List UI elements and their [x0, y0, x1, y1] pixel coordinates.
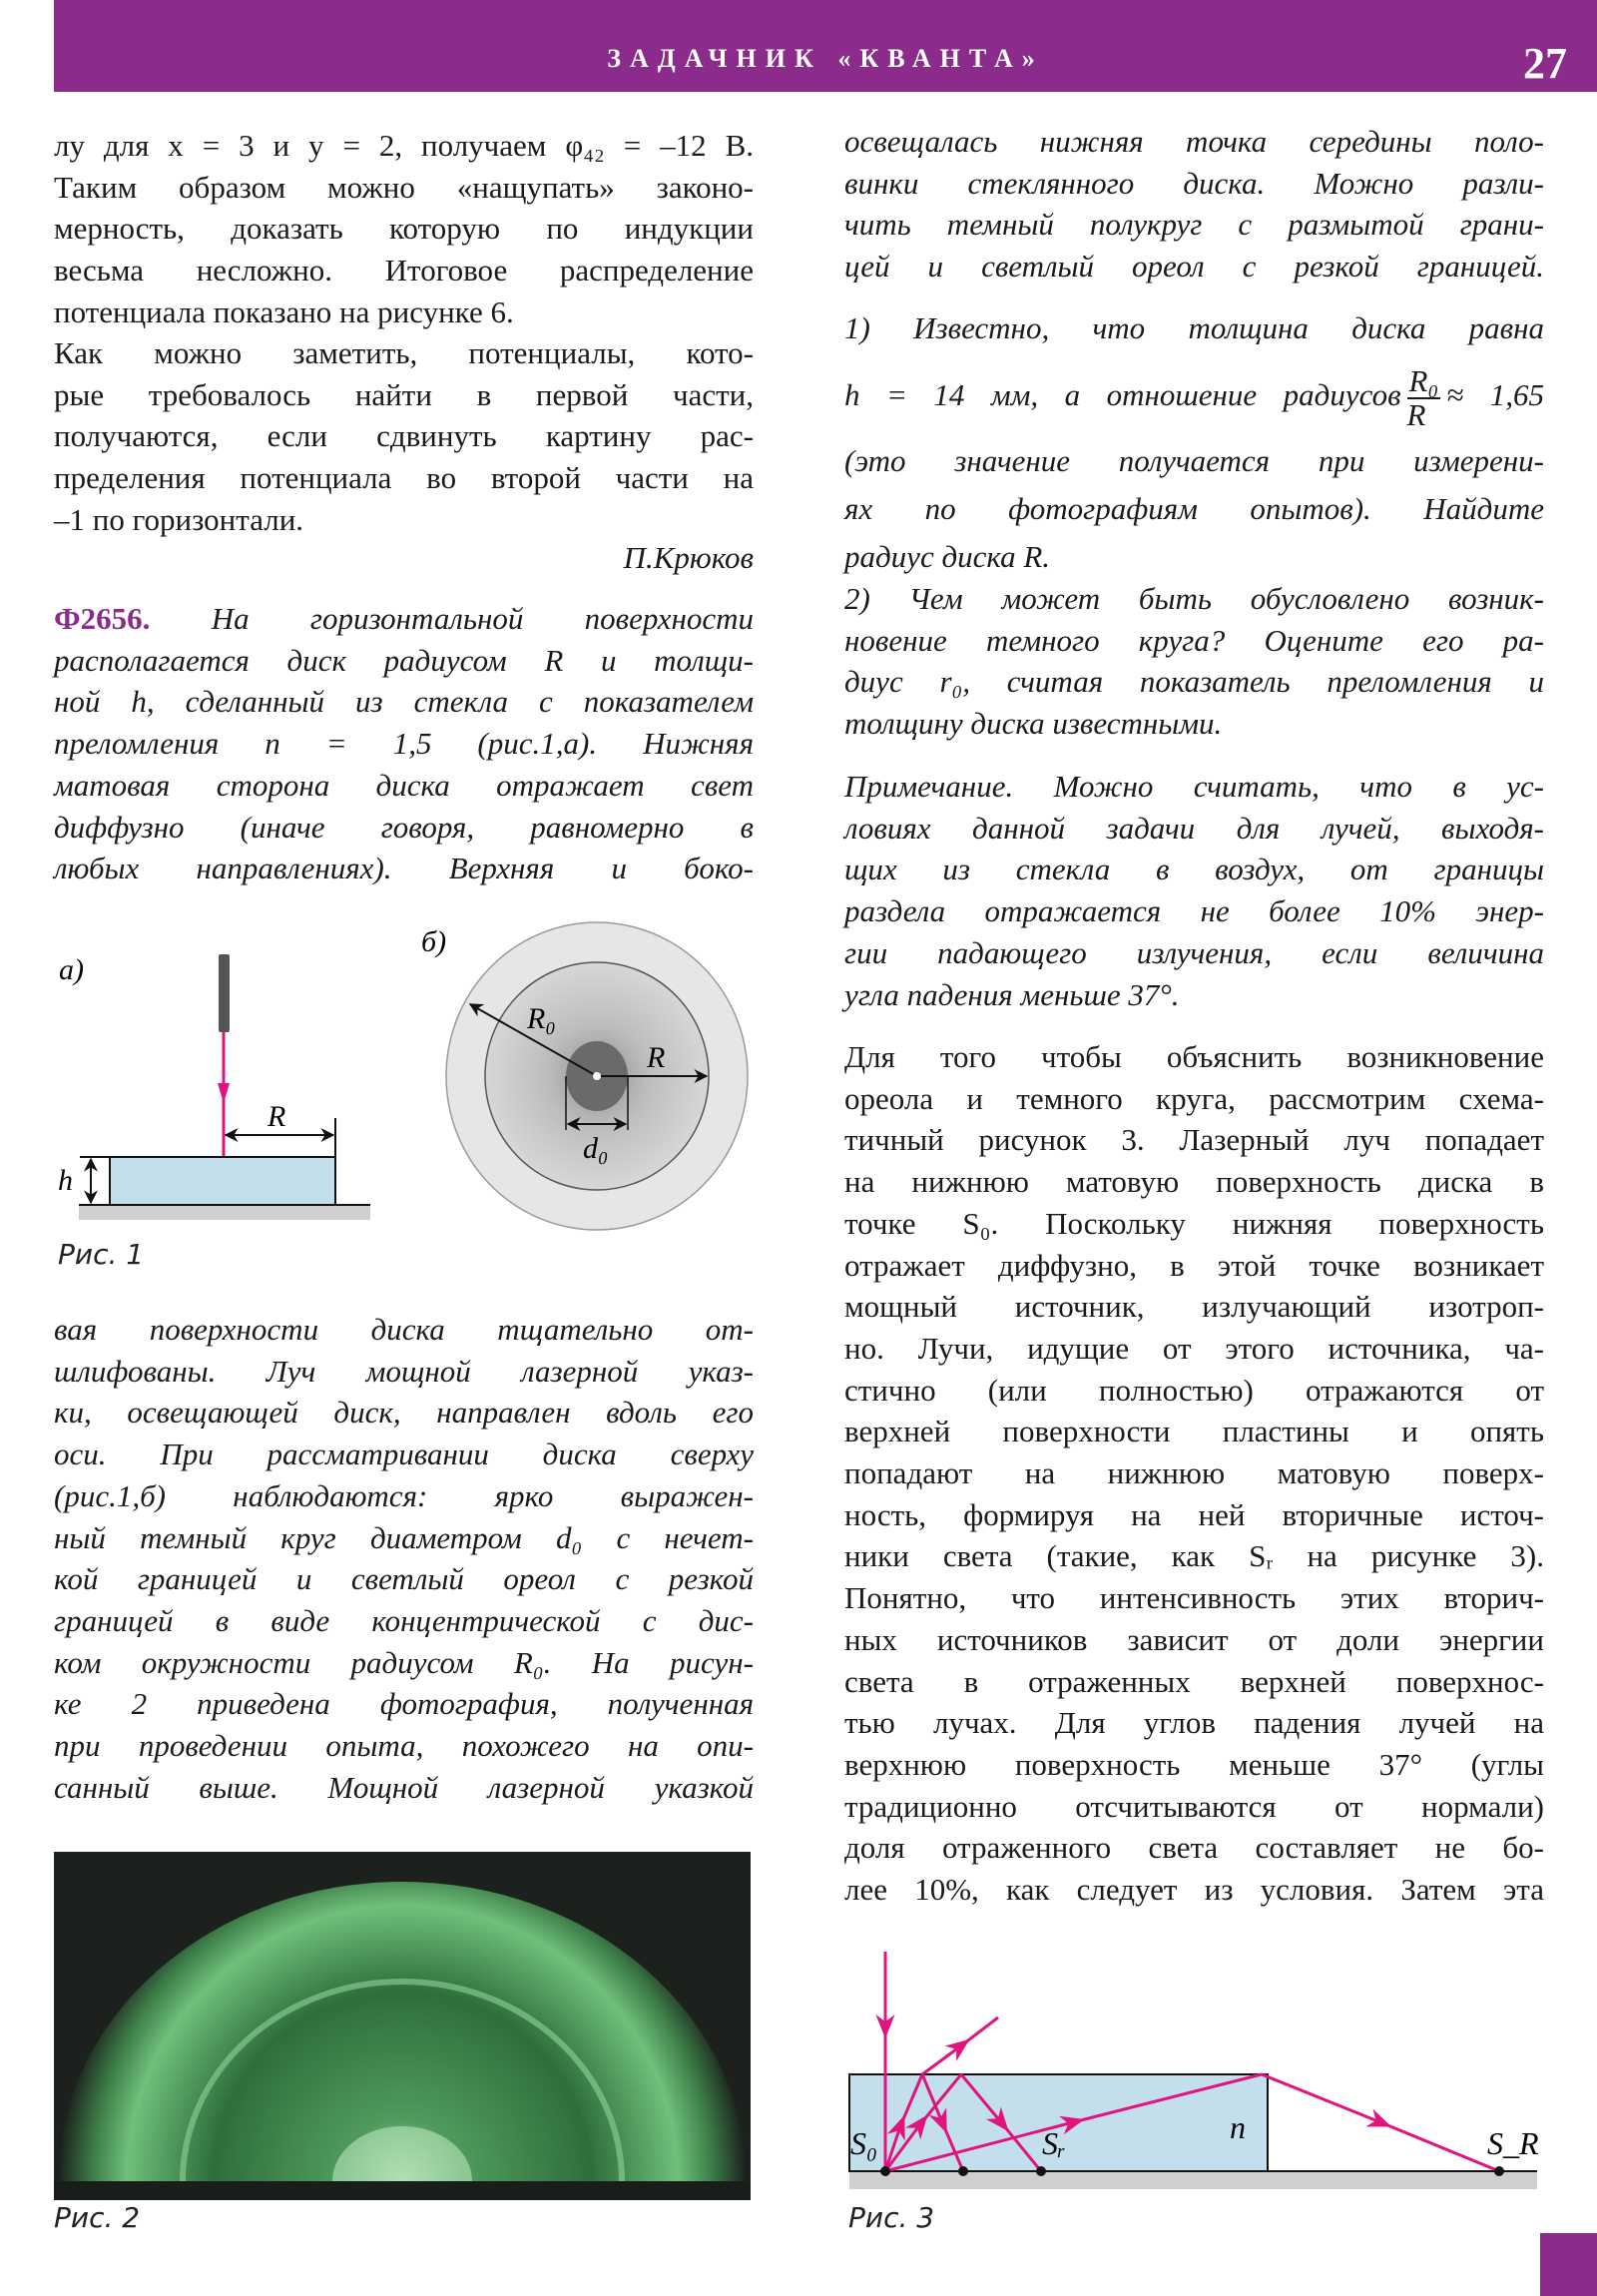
text-line: получаются, если сдвинуть картину рас-: [54, 418, 754, 454]
section-title: ЗАДАЧНИК «КВАНТА»: [607, 44, 1044, 73]
label-b: б): [421, 925, 447, 958]
label-R: R: [267, 1100, 286, 1133]
text-line: новение темного круга? Оцените его ра-: [844, 622, 1544, 658]
text-line: точке S₀. Поскольку нижняя поверхность: [844, 1205, 1544, 1241]
text-line: весьма несложно. Итоговое распределение: [54, 253, 754, 288]
text-line: лее 10%, как следует из условия. Затем эта: [844, 1872, 1544, 1908]
label-n: n: [1230, 2109, 1246, 2145]
text-line: 2) Чем может быть обусловлено возник-: [844, 581, 1544, 616]
text-line: мерность, доказать которую по индукции: [54, 211, 754, 247]
text-line: матовая сторона диска отражает свет: [54, 767, 754, 803]
text-line: цей и светлый ореол с резкой границей.: [844, 249, 1544, 285]
beam-arrow-icon: [218, 1083, 230, 1103]
text-line: на нижнюю матовую поверхность диска в: [844, 1164, 1544, 1200]
text-line: (рис.1,б) наблюдаются: ярко выражен-: [54, 1477, 754, 1513]
author: П.Крюков: [623, 540, 754, 575]
text-line: отражает диффузно, в этой точке возникает: [844, 1247, 1544, 1283]
text-line: ке 2 приведена фотография, полученная: [54, 1686, 754, 1722]
text-line: Для того чтобы объяснить возникновение: [844, 1039, 1544, 1074]
text-line: На горизонтальной поверхности: [211, 601, 755, 636]
problem-lines: [54, 640, 754, 889]
text-line: при проведении опыта, похожего на опи-: [54, 1728, 754, 1764]
text-line: 1) Известно, что толщина диска равна: [844, 310, 1544, 345]
text-line: ный темный круг диаметром d₀ с нечет-: [54, 1519, 754, 1555]
problem-statement: [54, 598, 754, 889]
text-line: лу для x = 3 и y = 2, получаем φ₄₂ = –12 В.: [54, 128, 754, 163]
figure-2-photo: [54, 1852, 751, 2200]
text-line: стично (или полностью) отражаются от: [844, 1372, 1544, 1408]
text-line: пределения потенциала во второй части на: [54, 460, 754, 496]
text-line: мощный источник, излучающий изотроп-: [844, 1289, 1544, 1325]
point-SR: [1494, 2166, 1504, 2176]
text-line: тичный рисунок 3. Лазерный луч попадает: [844, 1122, 1544, 1158]
text-line: света в отраженных верхней поверхнос-: [844, 1663, 1544, 1699]
text-line: санный выше. Мощной лазерной указкой: [54, 1769, 754, 1805]
point-secondary: [958, 2166, 968, 2176]
text-line: традиционно отсчитываются от нормали): [844, 1788, 1544, 1824]
paragraph: [54, 125, 754, 333]
text-line: кой границей и светлый ореол с резкой: [54, 1561, 754, 1597]
text-line: ком окружности радиусом R₀. На рисун-: [54, 1644, 754, 1680]
figure-1-caption: Рис. 1: [58, 1238, 145, 1271]
paragraph: [54, 1309, 754, 1808]
text-line: Понятно, что интенсивность этих вторич-: [844, 1580, 1544, 1616]
text-line: освещалась нижняя точка середины поло-: [844, 124, 1544, 159]
text-line: Как можно заметить, потенциалы, кото-: [54, 335, 754, 370]
paragraph: [844, 1036, 1544, 1911]
text-line: угла падения меньше 37°.: [844, 976, 1180, 1012]
label-S0: S₀: [850, 2125, 878, 2161]
formula-line: [844, 355, 1544, 435]
text-line: тью лучах. Для углов падения лучей на: [844, 1705, 1544, 1741]
formula-text: h = 14 мм, а отношение радиусов: [844, 377, 1401, 412]
ground: [79, 1205, 370, 1220]
label-R-b: R: [647, 1041, 666, 1074]
paragraph: [844, 121, 1544, 287]
text-line: радиус диска R.: [844, 539, 1051, 574]
text-line: ореола и темного круга, рассмотрим схема-: [844, 1080, 1544, 1116]
paragraph: [844, 437, 1544, 581]
text-line: верхнюю поверхность меньше 37° (углы: [844, 1746, 1544, 1782]
label-SR: S_R: [1487, 2125, 1539, 2161]
text-line: располагается диск радиусом R и толщи-: [54, 642, 754, 678]
page-number: 27: [1523, 39, 1567, 88]
text-line: диус r₀, считая показатель преломления и: [844, 664, 1544, 699]
running-header: [54, 0, 1597, 92]
text-line: вая поверхности диска тщательно от-: [54, 1312, 754, 1347]
ground: [849, 2171, 1537, 2189]
paragraph: [844, 766, 1544, 1015]
label-d0: d₀: [583, 1132, 609, 1165]
text-line: винки стеклянного диска. Можно разли-: [844, 165, 1544, 201]
text-line: ной h, сделанный из стекла с показателем: [54, 684, 754, 720]
text-line: ловиях данной задачи для лучей, выходя-: [844, 810, 1544, 846]
fraction-numerator: R₀: [1408, 362, 1439, 398]
laser-pointer-icon: [219, 954, 230, 1032]
text-line: ных источников зависит от доли энергии: [844, 1621, 1544, 1657]
text-line: (это значение получается при измерени-: [844, 443, 1544, 478]
text-line: но. Лучи, идущие от этого источника, ча-: [844, 1330, 1544, 1366]
text-line: попадают на нижнюю матовую поверх-: [844, 1455, 1544, 1491]
text-line: толщину диска известными.: [844, 705, 1223, 741]
point-Sr: [1036, 2166, 1046, 2176]
text-line: гии падающего излучения, если величина: [844, 934, 1544, 970]
page-corner-tab: [1540, 2233, 1597, 2296]
glass-disk: [110, 1157, 335, 1205]
text-line: Примечание. Можно считать, что в ус-: [844, 769, 1544, 804]
text-line: преломления n = 1,5 (рис.1,а). Нижняя: [54, 726, 754, 762]
text-line: Таким образом можно «нащупать» законо-: [54, 169, 754, 205]
text-line: –1 по горизонтали.: [54, 501, 304, 537]
label-a: а): [59, 953, 84, 986]
text-line: ники света (такие, как Sᵣ на рисунке 3).: [844, 1538, 1544, 1574]
point-S0: [880, 2166, 890, 2176]
text-line: шлифованы. Луч мощной лазерной указ-: [54, 1353, 754, 1389]
text-line: диффузно (иначе говоря, равномерно в: [54, 809, 754, 845]
text-line: ях по фотографиям опытов). Найдите: [844, 491, 1544, 526]
text-line: ность, формируя на ней вторичные источ-: [844, 1496, 1544, 1532]
problem-number: Ф2656.: [54, 601, 151, 636]
text-line: границей в виде концентрической с дис-: [54, 1602, 754, 1638]
figure-3-caption: Рис. 3: [848, 2201, 935, 2234]
figure-1: [40, 918, 779, 1238]
text-line: щих из стекла в воздух, от границы: [844, 852, 1544, 887]
text-line: ки, освещающей диск, направлен вдоль его: [54, 1395, 754, 1431]
text-line: раздела отражается не более 10% энер-: [844, 893, 1544, 929]
text-line: любых направлениях). Верхняя и боко-: [54, 851, 754, 886]
label-h: h: [58, 1164, 73, 1197]
label-R0: R₀: [527, 1002, 556, 1035]
formula-value: ≈ 1,65: [1446, 377, 1545, 412]
text-line: потенциала показано на рисунке 6.: [54, 293, 514, 329]
text-line: чить темный полукруг с размытой грани-: [844, 207, 1544, 243]
fraction-denominator: R: [1406, 396, 1426, 432]
figure-2-caption: Рис. 2: [54, 2201, 141, 2234]
text-line: доля отраженного света составляет не бо-: [844, 1830, 1544, 1866]
label-Sr: Sᵣ: [1042, 2125, 1066, 2161]
text-line: верхней поверхности пластины и опять: [844, 1414, 1544, 1449]
text-line: рые требовалось найти в первой части,: [54, 376, 754, 412]
figure-3: [838, 1937, 1557, 2206]
text-line: оси. При рассматривании диска сверху: [54, 1436, 754, 1472]
paragraph: [844, 307, 1544, 349]
paragraph: [844, 578, 1544, 744]
fraction: [1406, 362, 1441, 432]
paragraph: [54, 332, 754, 541]
